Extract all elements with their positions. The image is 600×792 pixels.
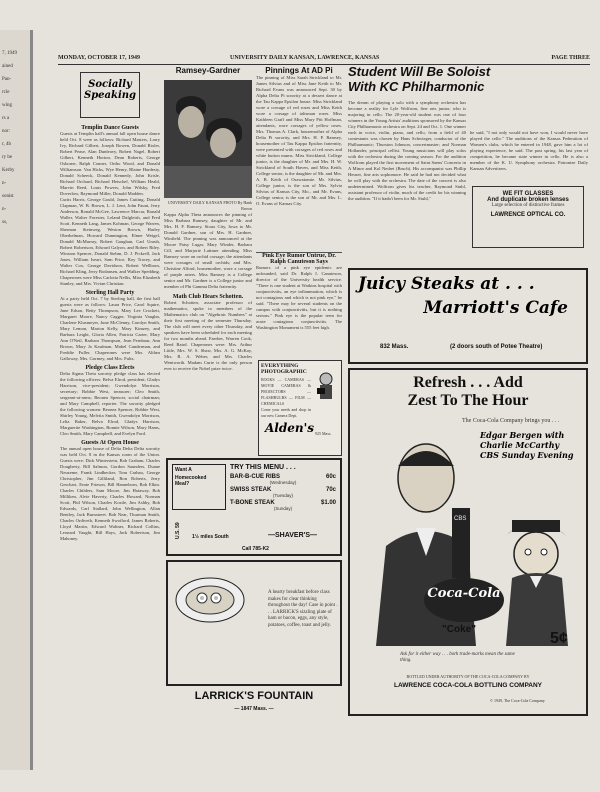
menu-item-name: T-BONE STEAK	[230, 500, 275, 506]
society-section-text: The annual open house of Delta Delta Delta sorority was held Oct. 8 in the Kansas room of the Union. Guests were: Dick Winterstein, Bob Graham, Charles Dougherty, Bill Salmon, Gordon Saunders, Duane Neuzeme, Frank Lindbecker, Tom Crabau, George Christopher, Jim Gilliland, Ron Roberts, Jerry Geschart, Ernie Frieson, Bill Hanneborn, Bob Elkin. Charles Childers, Sam Moore, Jim Hataway, Bob Milliken, Alvie Haverty, Charles Howard, Norman Scott, Phil Wilson, Charles Kostle, Jim Ashby, Bob Edwards, Carl Stallard, John Wellington, Allan Bentley, Jack Burnstreet. Bob Near, Thurman Smith, Charles Ordiveth, Kenneth Swofford, James Roberts, Lloyd Martin, Edward Waltner, Richard Collins, Leonard Vaught, Bill Hays, Jack Robertson, Jim Mahoney.	[60, 446, 160, 541]
ramsey-gardner-text: Kappa Alpha Theta announces the pinning of Miss Barbara Ramsey, daughter of Mr. and Mrs. H. F. Ramsey, Sioux City, Iowa to Mr. Donald Gardner, son of Mrs. H. Gardner, Winfield. The pinning was announced at the Moore Patsy Lugar, Mary Winder, Barbara Cill, and Marjorie Latimer attending. Miss Ramsey wore an orchid corsage; the attendants were corsages of small orchids; and Mrs. Christine Alford, housemother, wore a corsage of purple asters. Miss Ramsey is a College senior and Mr. Gardner is a College junior and member of Phi Gamma Delta fraternity.	[164, 212, 252, 289]
previous-page-fragment: n-	[2, 207, 7, 212]
breakfast-plate-icon	[174, 572, 246, 626]
show-line1: Edgar Bergen with	[480, 430, 565, 440]
menu-item-price: 70c	[325, 487, 336, 493]
math-club-text: Robert Schotten, associate professor of mathematics, spoke to members of the Mathematics club on "Algebraic Numbers" at their first meeting of the semester Thursday. The club will meet every other Thursday, and speakers have been scheduled for each meeting for two months ahead. Faerber, Warren Cook, Reed Baird. Chaperones were: Mrs. Arthur Little, Mrs. W. S. Shaw, Mrs. A. G. McKay, Mrs. R. A. Weber, and Mrs. Charles Wentworth. Madam Curie is the only person ever to receive the Nobel prize twice.	[164, 300, 252, 371]
society-column	[60, 122, 160, 782]
want-line1: Want A	[175, 467, 192, 473]
menu-item-day: (Wednesday)	[269, 480, 297, 485]
previous-page-fragment: Pan-	[2, 77, 12, 82]
couple-photo	[164, 80, 252, 198]
larricks-text: A hearty breakfast before class makes for clear thinking throughout the day! Case in point . . . LARRICK'S sizzling plate of ham or bacon, eggs, any style, potatoes, coffee, toast and jelly.	[268, 590, 338, 628]
society-section-text: Curtis Harris, George Gould, James Cutting, Donald Clapman, W. B. Brown, L. J. Lent, John Fauni, Jerry Anderson, Ronald McGee, Lawrence Marcar, Ronald Waller, Walter Forester, Leland Dalgleish, and Fred Scott. Kenneth Lang, James Kohman, George Warren, Sherman Steinweg, Weston Brown, Harley Oberhelman, Howard Dunnington, Elmer Weigel, Donald McMurray, Robert Gaughan, Carl Unruh, Robert Robertson, Edward Galyon, and Robert Riley. Winston Spencer, Donald Stehm, D. J. Pickrell, Jack Jones, William Iseart, Sam Price, Roy Tracey, and Walter Cox, George Davidson, Robert Wellborn, Richard Kling, Jerry Bodansen, and Walker Spedding. Chaperones were Miss Carlotta Nellis, Miss Elizabeth Stanley, and Mrs. Vivian Christian.	[60, 197, 160, 286]
previous-page-edge	[0, 30, 31, 770]
previous-page-fragment: r, 4b	[2, 142, 11, 147]
distance: 1½ miles South	[192, 534, 229, 540]
marriott-address: 832 Mass.	[380, 344, 409, 350]
coke-ad	[348, 368, 588, 716]
coca-cola-logo: Coca-Cola	[427, 586, 501, 601]
page-number: PAGE THREE	[551, 55, 590, 61]
coke-copyright: © 1949, The Coca-Cola Company	[490, 698, 545, 703]
marriott-ad	[348, 268, 588, 364]
pinnings-text: The pinning of Miss Sarah Strickland to Mr. James Silvius and of Miss Jane Keith to Mr. Richard Evans was announced Sept. 30 by Alpha Delta Pi sorority at a dessert dance at the Tau Kappa Epsilon house. Miss Strickland wore a corsage of red roses and Miss Keith wore a corsage of talisman roses. Miss Kathleen Graff and Miss Mary Pitt Hoffman, attendants, wore corsages of yellow roses. Mrs. Thomas A. Clark, housemother of Alpha Delta Pi sorority, and Mrs. H. P. Ramsey, housemother of Tau Kappa Epsilon fraternity, were presented with corsages of red roses and white button mums. Miss Strickland, College junior, is the daughter of Mr. and Mrs. H. W. Strickland of South Haven, and Miss Keith, College senior, is the daughter of Mr. and Mrs. A. B. Keith of Osawatomie. Mr. Silvius, College junior, is the son of Mrs. Sylvia Silvius of Kansas City, Mo., and Mr. Evans, College senior, is the son of Mr. and Mrs. L. O. Evans of Kansas City.	[256, 75, 342, 206]
previous-page-fragment: rcle	[2, 90, 10, 95]
marriott-line2: Marriott's Cafe	[423, 298, 568, 318]
aldens-logo: Alden's	[265, 421, 315, 435]
larricks-name: LARRICK'S FOUNTAIN	[194, 690, 314, 702]
soloist-body-right	[470, 130, 588, 182]
show-line3: CBS Sunday Evening	[480, 450, 574, 460]
aldens-heading: EVERYTHING PHOTOGRAPHIC	[261, 363, 307, 375]
marriott-note: (2 doors south of Potee Theatre)	[450, 344, 543, 350]
soloist-headline	[348, 64, 588, 100]
want-line3: Meal?	[175, 481, 190, 487]
want-box	[172, 464, 226, 510]
shavers-name: —SHAVER'S—	[268, 532, 317, 539]
coke-bottler: LAWRENCE COCA-COLA BOTTLING COMPANY	[393, 682, 543, 689]
previous-page-fragment: sonist	[2, 194, 14, 199]
coca-cola-button	[424, 578, 504, 622]
pink-eye-text: Rumors of a pink eye epidemic are unfounded, said Dr. Ralph I. Canuteson, director of the University health service. "There is one student at Watkins hospital with conjunctivitis, an eye inflammation, which is not contagious and which is not pink eye," he said. "There may be several students on the campus with conjunctivitis, but it is nothing serious." Pink eye is the popular term for acute contagious conjunctivitis. The Washington Monument is 555 feet high.	[256, 265, 342, 330]
clothing	[164, 166, 252, 198]
menu-item-name: BAR-B-CUE RIBS	[230, 474, 280, 480]
highway-sign: U.S. 59	[175, 522, 181, 539]
coke-nickname: "Coke"	[442, 624, 476, 635]
society-section-heading: Templin Dance Guests	[81, 125, 139, 131]
previous-page-fragment: rs a	[2, 116, 10, 121]
socially-speaking-logo	[80, 72, 140, 118]
lawrence-optical-ad	[472, 186, 584, 248]
society-section-heading: Pledge Class Elects	[85, 365, 135, 371]
want-line2: Homecooked	[175, 475, 207, 481]
aldens-note: Come your needs and shop in our new Camera Dept.	[261, 407, 311, 418]
pinnings-heading: Pinnings At AD Pi	[265, 66, 333, 75]
pink-eye-heading: Pink Eye Rumor Untrue, Dr. Ralph Canuteson Says	[262, 253, 336, 265]
soloist-text-right: he said, "I not only would not have won, I would never have played the cello." The auditions of the Kansas Federation of Women's clubs, which he entered in 1948, gave him a lot of playing experience, he said. The past spring, his last year of competition, he became state winner in cello. He is also a member of the K. U. Symphony orchestra. Patronize Daily Kansan Advertisers.	[470, 130, 588, 171]
issue-date: MONDAY, OCTOBER 17, 1949	[58, 55, 140, 61]
menu-list	[230, 474, 336, 513]
soloist-headline-line1: Student Will Be Soloist	[348, 64, 491, 79]
previous-page-fragments	[0, 50, 30, 226]
society-section-text: At a party held Oct. 7 by Sterling hall, the first hall guests were as follows: Laura Price, Carol Squire, June Edson, Betty Thompson, Mary Lee Crockett, Margaret Moore, Nancy Cagger, Virginia Vaughn, Charlene Klusmeyer, June McClenny, Carolyn Smith, Mary Lemon, Marion Kelly, Mary Kimzey, and Barbara Leight, Gloria Allen, Patricia Carter, Mary Ann O'Neil, Barbara Thompson, Jean Fernbaur, Ann Brown, Mary Jo Kaufman, Mabel Cunderman, and Freddie Fuller. Chaperones were Mrs. Althea Galloway, Mrs. Gormey, and Mrs. Fultz.	[60, 296, 160, 361]
optical-line2: And duplicate broken lenses	[487, 197, 569, 203]
society-section-heading: Guests At Open House	[81, 440, 139, 446]
coke-intro: The Coca-Cola Company brings you . . .	[462, 418, 560, 424]
paper-name: UNIVERSITY DAILY KANSAN, LAWRENCE, KANSAS	[230, 55, 380, 61]
optical-line4: LAWRENCE OPTICAL CO.	[490, 212, 566, 218]
society-section-text: Guests at Templin hall's annual fall open house dance held Oct. 8 were as follows: Richard Masters, Larry Ivy, Richard Gilbert, Joseph Bowen, Donald Bixler, Robert Pease, Alan Dunleavy, Robert Nagel, Robert Gilbert, Kenneth Horton, Dean Roberts, George Osborne, Ralph Conner, Ortho Wood, and Donald Williamson. Van Hicks, Wye Henry, Blaine Hardesty, Donald Scheeck, Donald Kennedy, John Krisle, Richard Orchard, Richard Hetschel, William Heald, Marvin Reed, Louis Powers, John Wilsky, Fred Doverlow, Raymond Miller, Donald Madden.	[60, 131, 160, 196]
optical-line3: Large selection of distinctive frames	[491, 203, 565, 208]
soloist-headline-line2: With KC Philharmonic	[348, 79, 485, 94]
coke-bottled-by: BOTTLED UNDER AUTHORITY OF THE COCA-COLA COMPANY BY	[406, 674, 530, 679]
previous-page-fragment: Kerby	[2, 168, 15, 173]
aldens-items: BOOKS — CAMERAS — MOVIE CAMERAS & PROJECTORS — FLASHBULBS — FILM — CHEMICALS	[261, 377, 311, 406]
show-line2: Charlie McCarthy	[480, 440, 560, 450]
pink-eye-article	[256, 252, 342, 357]
aldens-address: 925 Mass.	[315, 431, 332, 436]
soloist-text-left: The dream of playing a solo with a symphony orchestra has become a reality for Lyle Wolfrom, fine arts junior, who is majoring in cello. The 20-year-old student was one of four winners in the Young Artists' auditions sponsored by the Kansas City Philharmonic orchestra on Sept. 24 and Oct. 1. One winner each in voice, violin, piano, and cello, from a field of 40 contestants was chosen by Hans Schwieger, conductor of the Philharmonic; Thurston Johnson, concertmaster; and Norman Hollander, principal cellist. Young musicians will play solos with the orchestra during the coming season. For the audition Wolfrom played the first movement of Saint Saens' Concerto in A Minor and Kol Nedrei (Bruch). His accompanist was Phillip Heuser, fine arts sophomore. He said he had not decided what he will play with the orchestra. The date of the concert is also undetermined. Wolfrom gives his teacher, Raymond Stuhl, assistant professor of violin, much of the credit for his winning the audition. "If it hadn't been for Mr. Stuhl,"	[348, 100, 466, 201]
society-section-text: Delta Sigma Theta sorority pledge class has elected the following officers: Belva Elrod, president; Gladys Harrison, vice-president; Gwendolyn Morrison, secretary; Bobbie West, treasurer; Cleo Smith, sergeant-at-arms; Beonea Spencer, social chairman; and Mary Campbell, reporter. The sorority pledged the following women: Beonea Spencer, Bobbie West, Shirley Young, Melvita Smith, Gwendolyn Morrison, Lelia Baker, Belva Elrod, Gladys Harrison, Marguerite Washington, Bonnie Wilson, Mary Hams, Cleo Smith, Mary Campbell, and Evelyn Ford.	[60, 371, 160, 436]
coke-headline2: Zest To The Hour	[407, 392, 529, 409]
menu-item-day: (Tuesday)	[272, 493, 294, 498]
man-face	[178, 106, 204, 138]
socially-title: Socially	[88, 79, 132, 90]
society-section-heading: Sterling Hall Party	[85, 290, 135, 296]
try-menu: TRY THIS MENU . . .	[230, 464, 296, 471]
coke-price: 5¢	[550, 630, 568, 647]
previous-page-fragment: ry be	[2, 155, 13, 160]
shavers-ad	[166, 458, 342, 556]
coke-headline1: Refresh . . . Add	[413, 374, 523, 391]
woman-face	[210, 128, 236, 158]
menu-item-day: (Sunday)	[273, 506, 293, 511]
photo-credit: UNIVERSITY DAILY KANSAN PHOTO By Hank Brown	[167, 200, 252, 211]
marriott-line1: Juicy Steaks at . . .	[358, 274, 535, 294]
coke-tagline: Ask for it either way . . . both trade-marks mean the same thing.	[400, 652, 515, 663]
previous-page-fragment: nor:	[2, 129, 11, 134]
cameraman-icon	[315, 371, 337, 405]
aldens-ad	[258, 360, 342, 456]
menu-item-price: 60c	[325, 474, 336, 480]
cbs-mic-label: CBS	[454, 516, 467, 522]
larricks-ad	[166, 560, 342, 686]
math-club-heading: Math Club Hears Schotten.	[172, 294, 244, 300]
previous-page-fragment: 7, 1949	[2, 51, 17, 56]
menu-item-name: SWISS STEAK	[230, 487, 272, 493]
larricks-address: — 1847 Mass. —	[234, 706, 274, 712]
ramsey-gardner-heading: Ramsey-Gardner	[175, 66, 241, 75]
speaking-title: Speaking	[83, 90, 137, 101]
previous-page-fragment: n-	[2, 181, 7, 186]
shavers-phone: Call 785-K2	[242, 546, 269, 552]
previous-page-fragment: wing	[2, 103, 12, 108]
soloist-body-left	[348, 100, 466, 266]
optical-line1: WE FIT GLASSES	[502, 191, 554, 197]
previous-page-fragment: ained	[2, 64, 13, 69]
menu-item-price: $1.00	[320, 500, 336, 506]
page-binding	[30, 30, 33, 770]
previous-page-fragment: ss,	[2, 220, 8, 225]
